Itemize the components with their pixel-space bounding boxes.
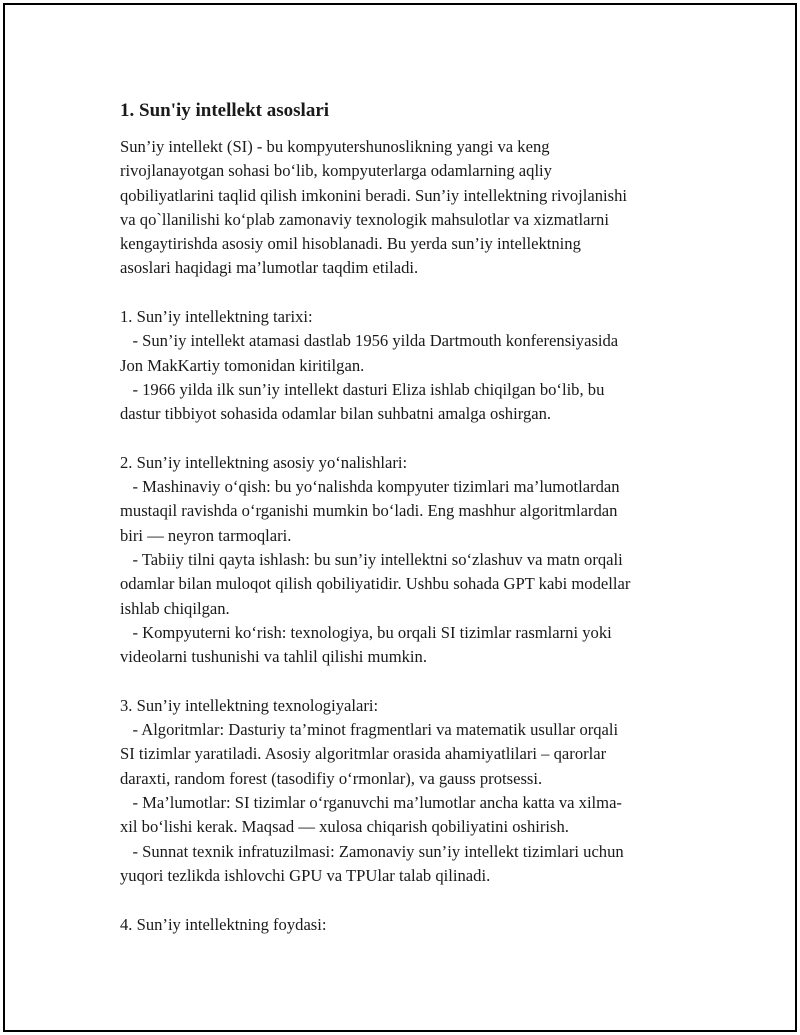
section-line: dastur tibbiyot sohasida odamlar bilan suhbatni amalga oshirgan. [120, 404, 552, 424]
section-line: - Sunnat texnik infratuzilmasi: Zamonaviy sun’iy intellekt tizimlari uchun [120, 841, 624, 861]
section-line: - Mashinaviy o‘qish: bu yo‘nalishda kompyuter tizimlari ma’lumotlardan [120, 477, 620, 497]
section-line: xil bo‘lishi kerak. Maqsad — xulosa chiqarish qobiliyatini oshirish. [120, 817, 569, 837]
section-technologies [120, 694, 695, 888]
paragraph-gap [120, 888, 695, 912]
section-heading: 3. Sun’iy intellektning texnologiyalari: [120, 695, 379, 715]
document-body [120, 99, 695, 937]
section-line: daraxti, random forest (tasodifiy o‘rmonlar), va gauss protsessi. [120, 768, 543, 788]
section-directions [120, 451, 695, 670]
section-line: biri — neyron tarmoqlari. [120, 525, 292, 545]
section-benefits [120, 913, 695, 937]
section-line: - Ma’lumotlar: SI tizimlar o‘rganuvchi ma’lumotlar ancha katta va xilma- [120, 793, 622, 813]
section-line: SI tizimlar yaratiladi. Asosiy algoritmlar orasida ahamiyatlilari – qarorlar [120, 744, 607, 764]
section-heading: 4. Sun’iy intellektning foydasi: [120, 914, 327, 934]
section-line: ishlab chiqilgan. [120, 598, 230, 618]
paragraph-gap [120, 281, 695, 305]
section-heading: 1. Sun’iy intellektning tarixi: [120, 307, 313, 327]
section-history [120, 305, 695, 426]
intro-paragraph [120, 135, 695, 281]
intro-line: asoslari haqidagi ma’lumotlar taqdim etiladi. [120, 258, 419, 278]
paragraph-gap [120, 427, 695, 451]
section-line: - Kompyuterni ko‘rish: texnologiya, bu orqali SI tizimlar rasmlarni yoki [120, 622, 612, 642]
intro-line: va qo`llanilishi ko‘plab zamonaviy texnologik mahsulotlar va xizmatlarni [120, 209, 609, 229]
section-line: - 1966 yilda ilk sun’iy intellekt dasturi Eliza ishlab chiqilgan bo‘lib, bu [120, 379, 605, 399]
document-page [3, 3, 797, 1032]
section-line: mustaqil ravishda o‘rganishi mumkin bo‘ladi. Eng mashhur algoritmlardan [120, 501, 618, 521]
intro-line: kengaytirishda asosiy omil hisoblanadi. Bu yerda sun’iy intellektning [120, 234, 581, 254]
paragraph-gap [120, 670, 695, 694]
section-line: Jon MakKartiy tomonidan kiritilgan. [120, 355, 365, 375]
page-title: 1. Sun'iy intellekt asoslari [120, 100, 330, 121]
section-heading: 2. Sun’iy intellektning asosiy yo‘nalishlari: [120, 452, 408, 472]
section-line: - Sun’iy intellekt atamasi dastlab 1956 yilda Dartmouth konferensiyasida [120, 331, 619, 351]
section-line: videolarni tushunishi va tahlil qilishi mumkin. [120, 647, 427, 667]
intro-line: rivojlanayotgan sohasi bo‘lib, kompyuterlarga odamlarning aqliy [120, 161, 552, 181]
section-line: yuqori tezlikda ishlovchi GPU va TPUlar talab qilinadi. [120, 865, 491, 885]
intro-line: Sun’iy intellekt (SI) - bu kompyutershunoslikning yangi va keng [120, 137, 550, 156]
intro-line: qobiliyatlarini taqlid qilish imkonini beradi. Sun’iy intellektning rivojlanishi [120, 185, 627, 205]
section-line: odamlar bilan muloqot qilish qobiliyatidir. Ushbu sohada GPT kabi modellar [120, 574, 631, 594]
section-line: - Tabiiy tilni qayta ishlash: bu sun’iy intellektni so‘zlashuv va matn orqali [120, 550, 623, 570]
section-line: - Algoritmlar: Dasturiy ta’minot fragmentlari va matematik usullar orqali [120, 720, 619, 740]
